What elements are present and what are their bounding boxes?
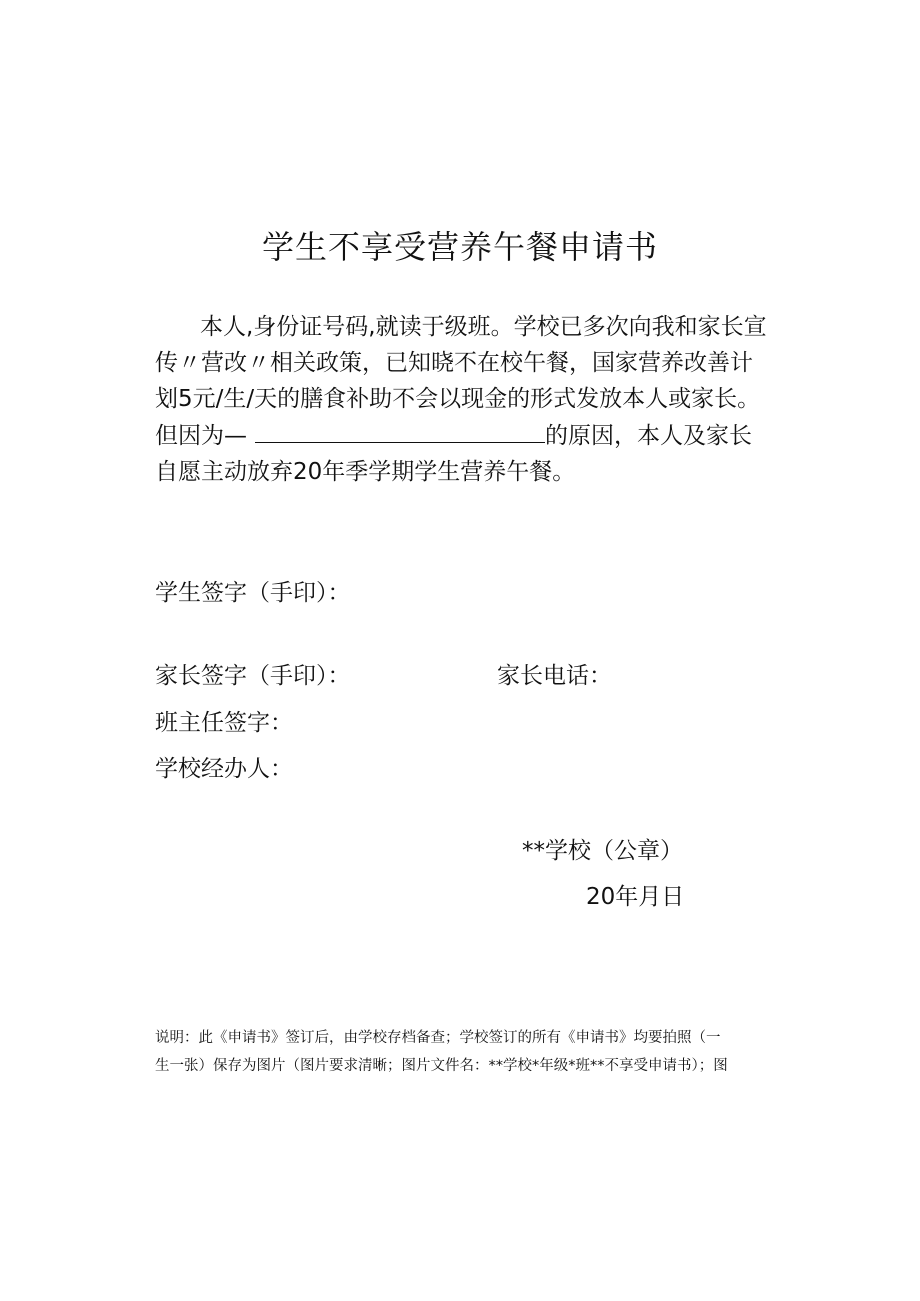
date-label: 20年月日 — [586, 884, 685, 910]
reason-blank-line — [255, 424, 545, 443]
parent-signature-label: 家长签字（手印）： — [155, 663, 351, 689]
parent-phone-label: 家长电话： — [497, 663, 612, 689]
student-signature-label: 学生签字（手印）： — [155, 580, 351, 606]
paragraph-line-2: 传〃营改〃相关政策，已知晓不在校午餐，国家营养改善计 — [155, 350, 753, 376]
paragraph-line-1: 本人,身份证号码,就读于级班。学校已多次向我和家长宣 — [200, 314, 767, 340]
note-line-1: 说明：此《申请书》签订后，由学校存档备查；学校签订的所有《申请书》均要拍照（一 — [155, 1030, 721, 1046]
paragraph-line-5: 自愿主动放弃20年季学期学生营养午餐。 — [155, 459, 576, 485]
paragraph-line-4 — [155, 418, 752, 454]
document-title: 学生不享受营养午餐申请书 — [261, 228, 658, 266]
paragraph-line-3: 划5元/生/天的膳食补助不会以现金的形式发放本人或家长。 — [155, 386, 761, 412]
teacher-signature-label: 班主任签字： — [155, 710, 293, 736]
paragraph-line-4-end: 的原因，本人及家长 — [545, 423, 752, 449]
school-seal-label: **学校（公章） — [522, 838, 683, 864]
note-line-2: 生一张）保存为图片（图片要求清晰；图片文件名：**学校*年级*班**不享受申请书）；图 — [155, 1058, 728, 1074]
school-handler-label: 学校经办人： — [155, 756, 293, 782]
paragraph-line-4-start: 但因为— — [155, 423, 247, 449]
